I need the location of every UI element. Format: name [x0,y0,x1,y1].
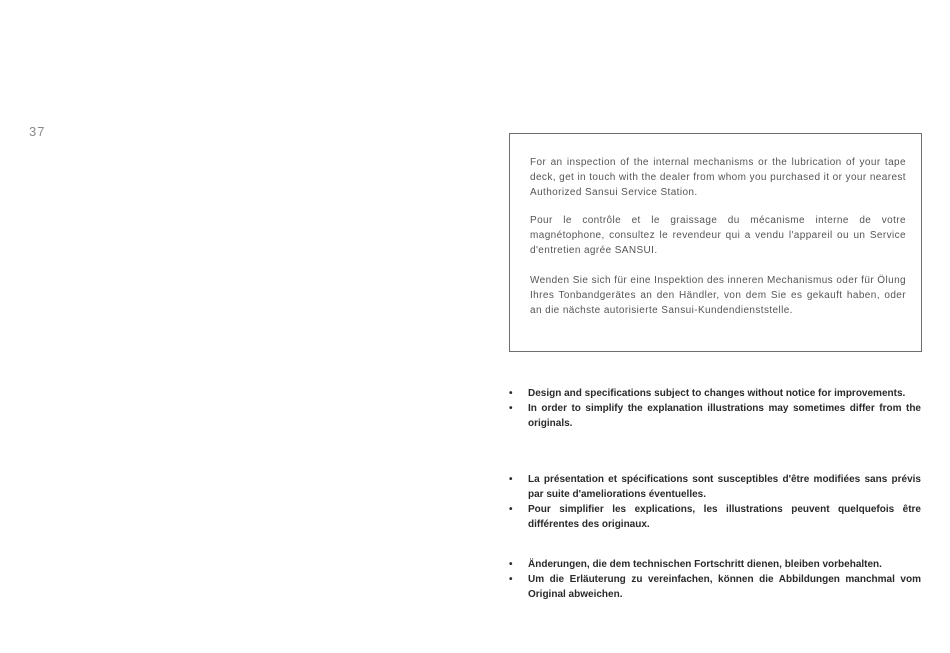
notes-english [509,386,921,431]
note-text: Änderungen, die dem technischen Fortschritt dienen, bleiben vorbehalten. [528,559,882,570]
notes-french [509,472,921,532]
note-text: Pour simplifier les explications, les illustrations peuvent quelquefois être différentes des originaux. [528,504,921,530]
bullet-icon: • [509,388,513,399]
note-item [509,502,921,532]
note-text: Um die Erläuterung zu vereinfachen, können die Abbildungen manchmal vom Original abweichen. [528,574,921,600]
note-text: In order to simplify the explanation illustrations may sometimes differ from the originals. [528,403,921,429]
bullet-icon: • [509,574,513,585]
note-item [509,401,921,431]
note-item [509,557,921,572]
notes-german [509,557,921,602]
bullet-icon: • [509,559,513,570]
note-item [509,472,921,502]
note-text: Design and specifications subject to changes without notice for improvements. [528,388,906,399]
page-number: 37 [29,124,46,139]
bullet-icon: • [509,474,513,485]
service-notice-english: For an inspection of the internal mechanisms or the lubrication of your tape deck, get in touch with the dealer from whom you purchased it or your nearest Authorized Sansui Service Station. [530,157,906,198]
service-notice-box [509,133,922,352]
note-item [509,386,921,401]
service-notice-german: Wenden Sie sich für eine Inspektion des inneren Mechanismus oder für Ölung Ihres Tonbandgerätes an den Händler, von dem Sie es gekauft haben, oder an die nächste autorisierte Sansui-Kundendienststelle. [530,275,906,316]
bullet-icon: • [509,403,513,414]
bullet-icon: • [509,504,513,515]
note-text: La présentation et spécifications sont susceptibles d'être modifiées sans prévis par suite d'ameliorations éventuelles. [528,474,921,500]
note-item [509,572,921,602]
service-notice-french: Pour le contrôle et le graissage du mécanisme interne de votre magnétophone, consultez le revendeur qui a vendu l'appareil ou un Service d'entretien agrée SANSUI. [530,215,906,256]
